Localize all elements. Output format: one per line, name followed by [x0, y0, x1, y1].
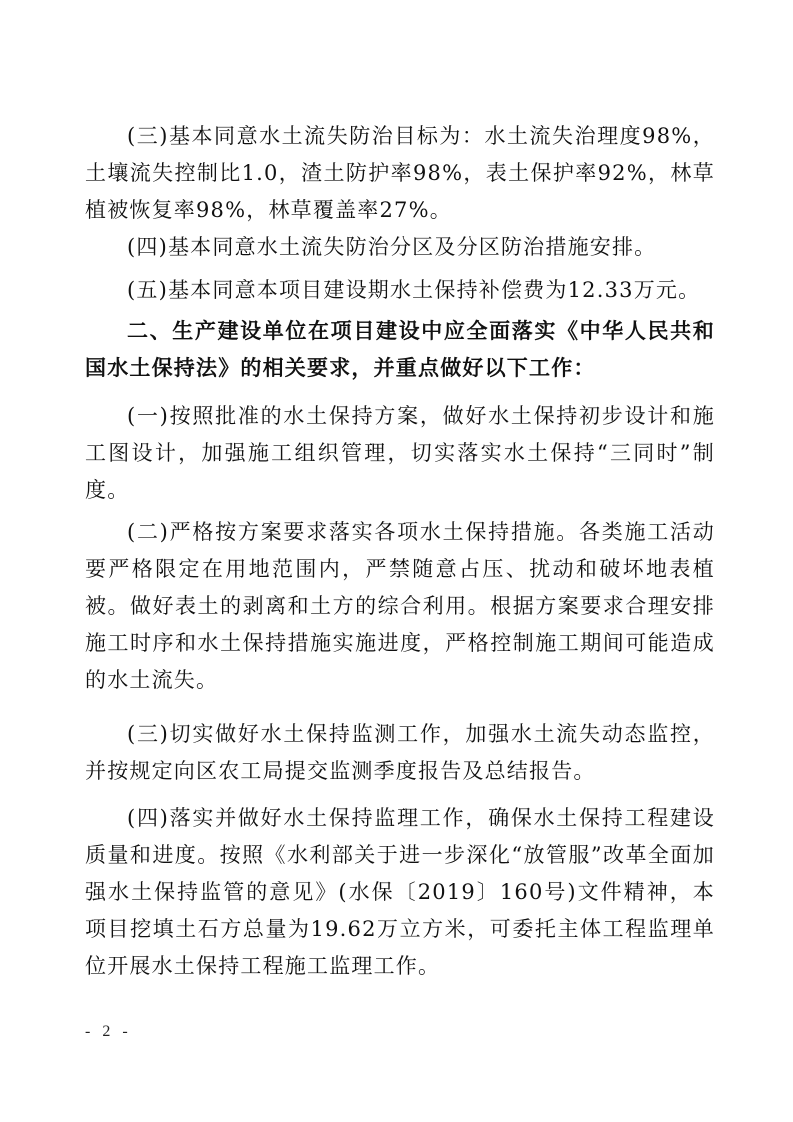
- paragraph-compensation-fee: (五)基本同意本项目建设期水土保持补偿费为12.33万元。: [127, 278, 701, 302]
- paragraph-zoning-measures: (四)基本同意水土流失防治分区及分区防治措施安排。: [127, 235, 657, 259]
- paragraph-prevention-targets: (三)基本同意水土流失防治目标为：水土流失治理度98%，土壤流失控制比1.0，渣土防护率98%，表土保护率92%，林草植被恢复率98%，林草覆盖率27%。: [85, 124, 715, 222]
- paragraph-item-one: (一)按照批准的水土保持方案，做好水土保持初步设计和施工图设计，加强施工组织管理，切实落实水土保持“三同时”制度。: [85, 404, 715, 502]
- section-heading-two: 二、生产建设单位在项目建设中应全面落实《中华人民共和国水土保持法》的相关要求，并重点做好以下工作：: [85, 319, 715, 380]
- paragraph-item-four: (四)落实并做好水土保持监理工作，确保水土保持工程建设质量和进度。按照《水利部关于进一步深化“放管服”改革全面加强水土保持监管的意见》(水保〔2019〕160号)文件精神，本项目挖填土石方总量为19.62万立方米，可委托主体工程监理单位开展水土保持工程施工监理工作。: [85, 806, 715, 978]
- paragraph-item-three: (三)切实做好水土保持监测工作，加强水土流失动态监控，并按规定向区农工局提交监测季度报告及总结报告。: [85, 722, 715, 783]
- paragraph-item-two: (二)严格按方案要求落实各项水土保持措施。各类施工活动要严格限定在用地范围内，严禁随意占压、扰动和破坏地表植被。做好表土的剥离和土方的综合利用。根据方案要求合理安排施工时序和水土保持措施实施进度，严格控制施工期间可能造成的水土流失。: [85, 520, 715, 692]
- page-number: - 2 -: [85, 1023, 132, 1040]
